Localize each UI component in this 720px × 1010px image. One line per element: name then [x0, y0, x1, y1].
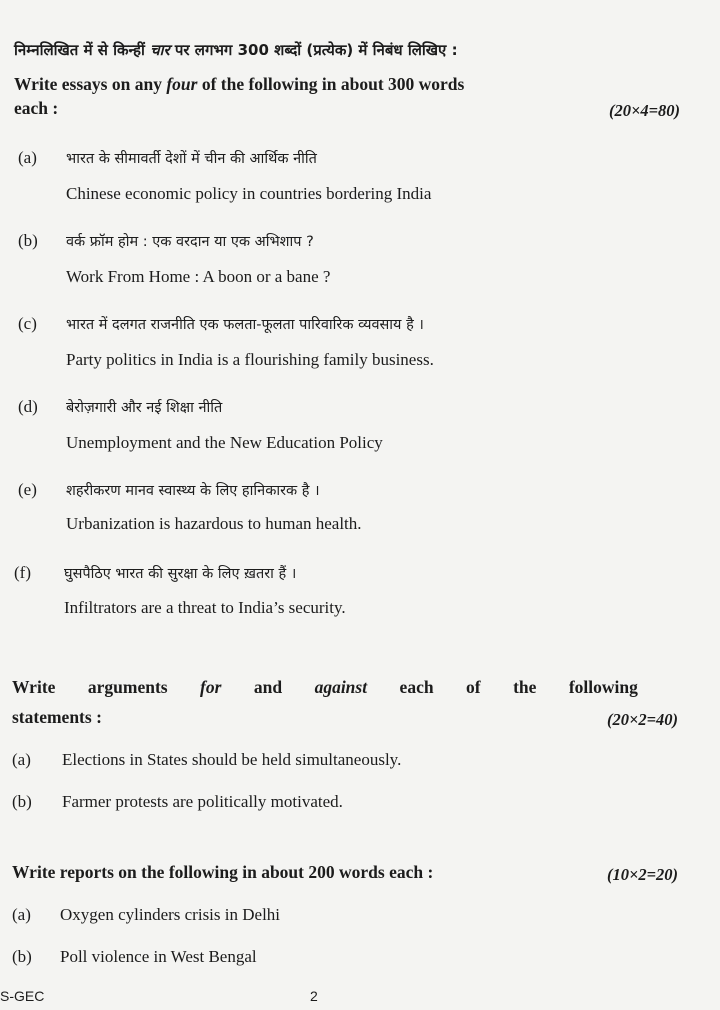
section3-marks: (10×2=20)	[606, 865, 678, 884]
section1-item-label: (d)	[18, 397, 38, 416]
section1-item-label: (f)	[14, 563, 31, 582]
section1-instruction-post: of the following in about 300 words	[201, 74, 465, 94]
section1-item-english: Infiltrators are a threat to India’s security.	[64, 598, 346, 617]
section2-instruction	[12, 677, 638, 698]
section1-item-label: (e)	[18, 480, 37, 499]
footer-code: S-GEC	[0, 988, 45, 1004]
section1-instruction	[14, 74, 464, 95]
section2-word: each	[399, 677, 434, 697]
section3-item-text: Poll violence in West Bengal	[60, 947, 257, 966]
section1-item-label: (a)	[18, 148, 37, 167]
section3-item-text: Oxygen cylinders crisis in Delhi	[60, 905, 281, 924]
section2-item-label: (b)	[12, 792, 32, 811]
section2-item-label: (a)	[12, 750, 31, 769]
hindi-instruction-post: पर लगभग 300 शब्दों (प्रत्येक) में निबंध लिखिए :	[174, 41, 458, 59]
section1-instruction-pre: Write essays on any	[14, 74, 162, 94]
page-number: 2	[310, 988, 318, 1004]
section2-word-against: against	[314, 677, 368, 697]
section1-marks: (20×4=80)	[608, 101, 680, 120]
section2-word-for: for	[200, 677, 222, 697]
section3-instruction: Write reports on the following in about 200 words each :	[12, 862, 434, 882]
hindi-instruction	[14, 40, 458, 60]
section1-item-english: Urbanization is hazardous to human health.	[66, 514, 362, 533]
section3-item-label: (a)	[12, 905, 31, 924]
section1-item-english: Unemployment and the New Education Policy	[66, 433, 383, 452]
section2-word: following	[568, 677, 638, 697]
section1-instruction-emph: four	[166, 74, 198, 94]
section1-item-english: Chinese economic policy in countries bordering India	[66, 184, 432, 203]
hindi-instruction-emph: चार	[150, 41, 170, 59]
section1-item-hindi: घुसपैठिए भारत की सुरक्षा के लिए ख़तरा हैं ।	[64, 566, 297, 582]
section2-word: of	[466, 677, 481, 697]
section1-item-label: (b)	[18, 231, 38, 250]
section2-item-text: Elections in States should be held simultaneously.	[62, 750, 402, 769]
section3-item-label: (b)	[12, 947, 32, 966]
section1-item-hindi: शहरीकरण मानव स्वास्थ्य के लिए हानिकारक है ।	[66, 483, 320, 499]
section1-item-label: (c)	[18, 314, 37, 333]
section2-word: the	[513, 677, 537, 697]
section2-item-text: Farmer protests are politically motivated.	[62, 792, 343, 811]
section2-marks: (20×2=40)	[606, 710, 678, 729]
section1-item-english: Party politics in India is a flourishing family business.	[66, 350, 434, 369]
section1-instruction-line2: each :	[14, 98, 59, 118]
section2-word: Write	[12, 677, 56, 697]
section1-item-hindi: बेरोज़गारी और नई शिक्षा नीति	[66, 400, 223, 416]
section1-item-hindi: वर्क फ्रॉम होम : एक वरदान या एक अभिशाप ?	[66, 234, 314, 250]
section1-item-hindi: भारत के सीमावर्ती देशों में चीन की आर्थिक नीति	[66, 151, 317, 167]
section2-word: and	[253, 677, 283, 697]
section1-item-english: Work From Home : A boon or a bane ?	[66, 267, 331, 286]
hindi-instruction-pre: निम्नलिखित में से किन्हीं	[14, 41, 145, 59]
section2-word: arguments	[87, 677, 168, 697]
section1-item-hindi: भारत में दलगत राजनीति एक फलता-फूलता पारिवारिक व्यवसाय है ।	[66, 317, 424, 333]
section2-instruction-line2: statements :	[12, 707, 102, 727]
